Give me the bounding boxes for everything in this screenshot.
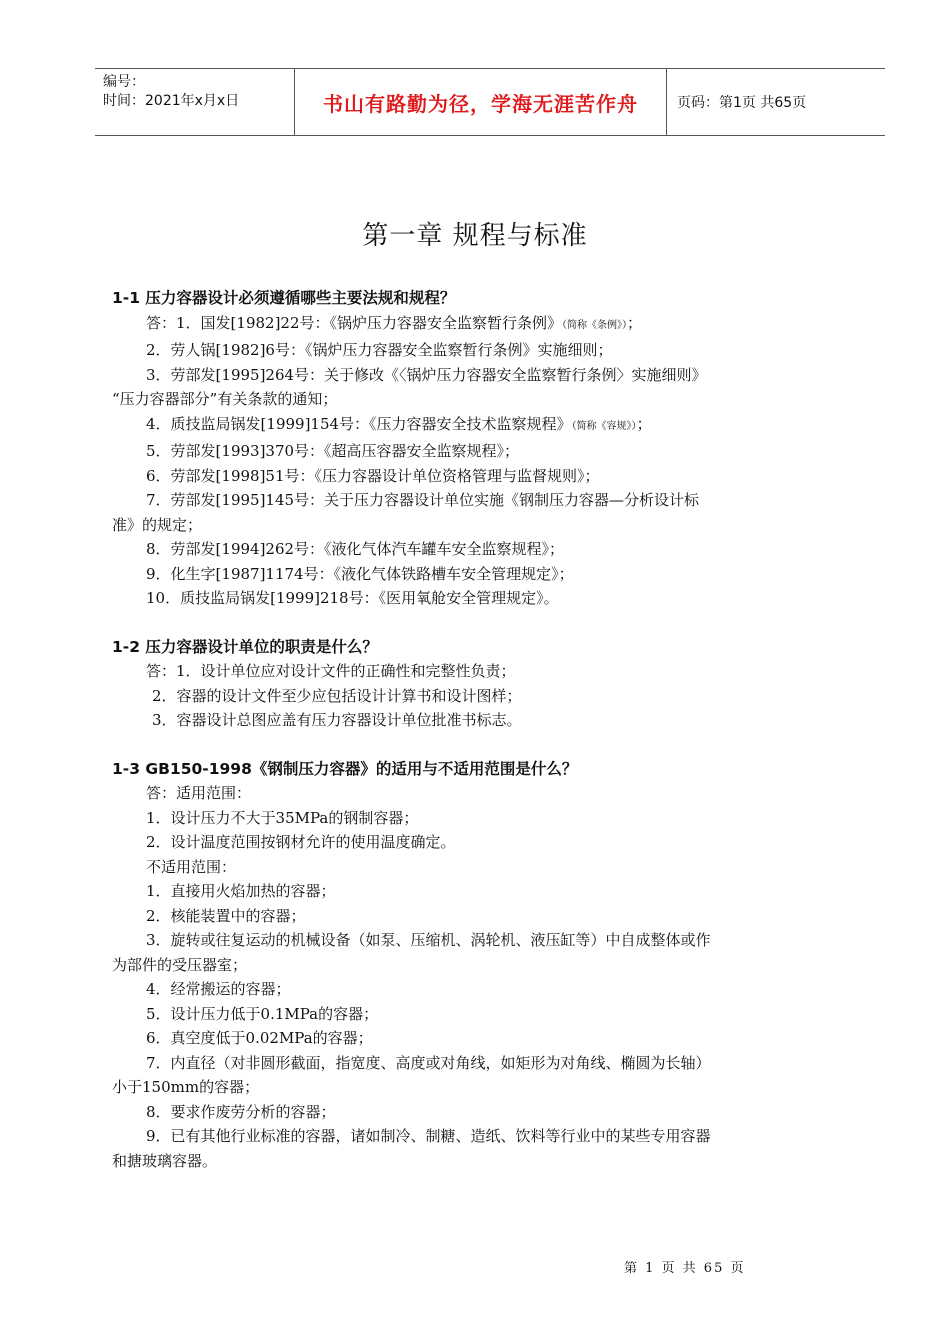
- document-body: [112, 286, 872, 1173]
- answer-line: 9．化生字[1987]1174号：《液化气体铁路槽车安全管理规定》；: [146, 564, 574, 583]
- answer-line: 3．容器设计总图应盖有压力容器设计单位批准书标志。: [152, 711, 522, 729]
- answer-line: 7．内直径（对非圆形截面，指宽度、高度或对角线，如矩形为对角线、椭圆为长轴）: [146, 1053, 711, 1072]
- answer-line: 6．劳部发[1998]51号：《压力容器设计单位资格管理与监督规则》；: [146, 466, 600, 485]
- answer-line: 5．设计压力低于0.1MPa的容器；: [146, 1004, 379, 1023]
- answer-line: 答：适用范围：: [146, 784, 252, 802]
- answer-line: 3．劳部发[1995]264号：关于修改《〈锅炉压力容器安全监察暂行条例〉实施细则》: [146, 365, 707, 384]
- answer-line: 1．设计压力不大于35MPa的钢制容器；: [146, 808, 419, 827]
- header-motto: 书山有路勤为径，学海无涯苦作舟: [295, 69, 667, 135]
- answer-line: 6．真空度低于0.02MPa的容器；: [146, 1029, 373, 1047]
- answer-line: 10．质技监局锅发[1999]218号：《医用氧舱安全管理规定》。: [146, 589, 559, 607]
- answer-line: 小于150mm的容器；: [112, 1078, 260, 1096]
- answer-line: 4．质技监局锅发[1999]154号：《压力容器安全技术监察规程》（简称《容规》）；: [146, 414, 652, 433]
- page-header: [95, 68, 885, 136]
- answer-line: 不适用范围：: [146, 857, 237, 876]
- question-1-1: 1-1 压力容器设计必须遵循哪些主要法规和规程？: [112, 289, 456, 307]
- answer-line: 准》的规定；: [112, 515, 203, 534]
- answer-line: 2．容器的设计文件至少应包括设计计算书和设计图样；: [152, 686, 522, 705]
- question-1-3: 1-3 GB150-1998《钢制压力容器》的适用与不适用范围是什么？: [112, 759, 578, 778]
- answer-line: 1．直接用火焰加热的容器；: [146, 882, 336, 900]
- header-page-code: 页码：第1页 共65页: [677, 95, 807, 111]
- time-label: 时间：2021年x月x日: [103, 93, 240, 109]
- header-meta: [95, 69, 295, 135]
- answer-line: 2．核能装置中的容器；: [146, 906, 306, 925]
- answer-line: 答：1．设计单位应对设计文件的正确性和完整性负责；: [146, 662, 516, 680]
- answer-line: 为部件的受压器室；: [112, 955, 248, 974]
- answer-line: “压力容器部分”有关条款的通知；: [112, 390, 338, 408]
- answer-line: 9．已有其他行业标准的容器，诸如制冷、制糖、造纸、饮料等行业中的某些专用容器: [146, 1127, 711, 1145]
- answer-line: 2．设计温度范围按钢材允许的使用温度确定。: [146, 833, 456, 851]
- answer-line: 5．劳部发[1993]370号：《超高压容器安全监察规程》；: [146, 442, 520, 460]
- question-1-2: 1-2 压力容器设计单位的职责是什么？: [112, 637, 378, 656]
- answer-line: 和搪玻璃容器。: [112, 1151, 218, 1170]
- answer-line: 2．劳人锅[1982]6号：《锅炉压力容器安全监察暂行条例》实施细则；: [146, 341, 613, 359]
- answer-line: 7．劳部发[1995]145号：关于压力容器设计单位实施《钢制压力容器—分析设计标: [146, 491, 700, 509]
- answer-line: 4．经常搬运的容器；: [146, 980, 291, 998]
- answer-line: 3．旋转或往复运动的机械设备（如泵、压缩机、涡轮机、液压缸等）中自成整体或作: [146, 931, 711, 949]
- answer-line: 8．劳部发[1994]262号：《液化气体汽车罐车安全监察规程》；: [146, 540, 565, 558]
- answer-line: 答：1．国发[1982]22号：《锅炉压力容器安全监察暂行条例》（简称《条例》）；: [146, 313, 643, 332]
- chapter-title: 第一章 规程与标准: [362, 221, 588, 251]
- page-footer: 第 1 页 共 65 页: [624, 1261, 746, 1276]
- answer-line: 8．要求作废劳分析的容器；: [146, 1102, 336, 1121]
- number-label: 编号：: [103, 74, 145, 90]
